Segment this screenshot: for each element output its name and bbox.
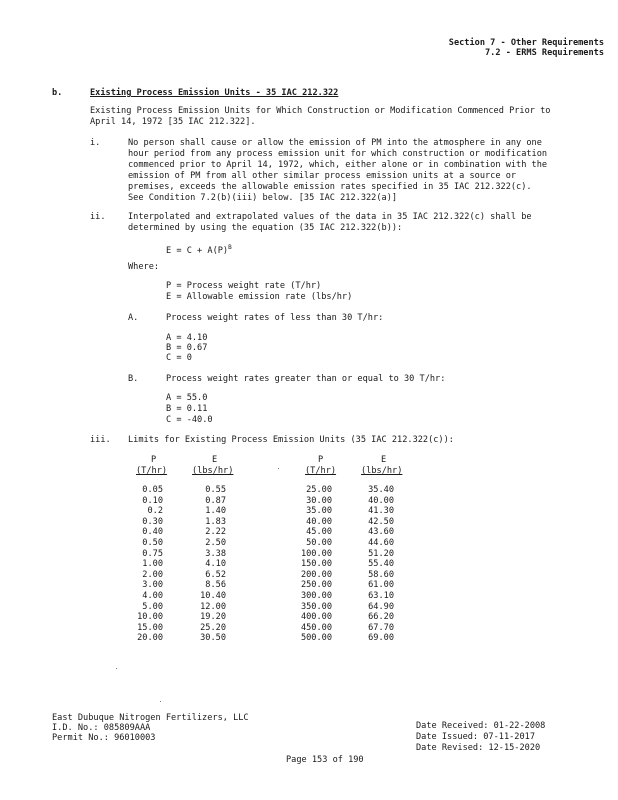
p-value: 500.00 — [300, 633, 332, 644]
case-a-label: A. — [128, 313, 139, 323]
col-unit-p-right: (T/hr) — [305, 466, 337, 476]
col-header-p-left: P — [151, 455, 157, 465]
e-value: 69.00 — [368, 633, 394, 644]
item-i-line: hour period from any process emission unit for which construction or modification — [128, 149, 548, 159]
item-b-intro-line1: Existing Process Emission Units for Which Construction or Modification Commenced Prior to — [90, 106, 551, 116]
p-value: 35.00 — [306, 506, 332, 517]
p-value: 0.75 — [142, 548, 163, 559]
e-value: 0.55 — [205, 485, 226, 495]
footer-company: East Dubuque Nitrogen Fertilizers, LLC — [52, 713, 249, 723]
e-value: 1.83 — [205, 516, 226, 527]
e-value: 64.90 — [368, 601, 394, 612]
e-value: 2.22 — [205, 527, 226, 538]
item-iii-text: Limits for Existing Process Emission Units (35 IAC 212.322(c)): — [128, 435, 454, 445]
footer-page-number: Page 153 of 190 — [286, 755, 364, 765]
col-header-e-left: E — [212, 455, 218, 465]
scan-speck — [160, 701, 161, 702]
p-value: 40.00 — [306, 516, 332, 527]
e-value: 55.40 — [368, 559, 394, 570]
e-value: 67.70 — [368, 622, 394, 633]
equation-body: E = C + A(P) — [166, 245, 229, 256]
p-value: 0.05 — [142, 485, 163, 495]
e-value: 42.50 — [368, 516, 394, 527]
e-value: 3.38 — [205, 548, 226, 559]
col-header-e-right: E — [381, 455, 387, 465]
equation-exponent: B — [228, 244, 232, 251]
e-value: 35.40 — [368, 485, 394, 495]
p-value: 300.00 — [300, 591, 332, 601]
col-unit-e-left: (lbs/hr) — [192, 466, 234, 476]
p-value: 350.00 — [300, 601, 332, 612]
where-label: Where: — [128, 262, 160, 272]
p-value: 400.00 — [300, 612, 332, 623]
e-value: 10.40 — [200, 591, 226, 601]
p-value: 15.00 — [137, 622, 163, 633]
item-ii-line1: Interpolated and extrapolated values of the data in 35 IAC 212.322(c) shall be — [128, 212, 532, 222]
p-value: 200.00 — [300, 569, 332, 580]
item-i-line: premises, exceeds the allowable emission rates specified in 35 IAC 212.322(c). — [128, 182, 532, 192]
case-b-label: B. — [128, 374, 139, 384]
footer-date-received: Date Received: 01-22-2008 — [416, 721, 546, 731]
item-i-line: See Condition 7.2(b)(iii) below. [35 IAC 212.322(a)] — [128, 193, 398, 203]
p-value: 10.00 — [137, 612, 163, 623]
e-value: 61.00 — [368, 580, 394, 591]
case-a-a: A = 4.10 — [166, 333, 208, 343]
e-value: 25.20 — [200, 622, 226, 633]
p-value: 3.00 — [142, 580, 163, 591]
p-value: 20.00 — [137, 633, 163, 644]
e-value: 19.20 — [200, 612, 226, 623]
footer-id-no: I.D. No.: 085809AAA — [52, 723, 151, 733]
item-i-line: No person shall cause or allow the emission of PM into the atmosphere in any one — [128, 138, 542, 148]
equation — [166, 242, 232, 257]
e-value: 43.60 — [368, 527, 394, 538]
footer-permit-no: Permit No.: 96010003 — [52, 733, 156, 743]
e-value: 12.00 — [200, 601, 226, 612]
p-value: 0.50 — [142, 538, 163, 548]
item-iii-label: iii. — [90, 435, 111, 445]
footer-date-revised: Date Revised: 12-15-2020 — [416, 743, 541, 753]
col-unit-p-left: (T/hr) — [136, 466, 168, 476]
case-b-c: C = -40.0 — [166, 415, 213, 425]
e-value: 40.00 — [368, 495, 394, 506]
item-i-line: commenced prior to April 14, 1972, which, either alone or in combination with the — [128, 160, 548, 170]
item-b-title: Existing Process Emission Units - 35 IAC 212.322 — [90, 88, 339, 98]
case-b-b: B = 0.11 — [166, 404, 208, 414]
e-value: 44.60 — [368, 538, 394, 548]
item-i-label: i. — [90, 138, 101, 148]
case-a-b: B = 0.67 — [166, 343, 208, 353]
e-value: 66.20 — [368, 612, 394, 623]
p-value: 50.00 — [306, 538, 332, 548]
case-b-a: A = 55.0 — [166, 393, 208, 403]
e-value: 2.50 — [205, 538, 226, 548]
item-b-intro-line2: April 14, 1972 [35 IAC 212.322]. — [90, 117, 256, 127]
item-i-line: emission of PM from all other similar process emission units at a source or — [128, 171, 517, 181]
e-value: 0.87 — [205, 495, 226, 506]
definition-p: P = Process weight rate (T/hr) — [166, 281, 322, 291]
p-value: 0.40 — [142, 527, 163, 538]
p-value: 0.2 — [147, 506, 163, 517]
p-value: 25.00 — [306, 485, 332, 495]
col-unit-e-right: (lbs/hr) — [361, 466, 403, 476]
item-ii-label: ii. — [90, 212, 106, 222]
col-header-p-right: P — [318, 455, 324, 465]
e-value: 6.52 — [205, 569, 226, 580]
section-header: Section 7 - Other Requirements — [448, 38, 604, 48]
p-value: 150.00 — [300, 559, 332, 570]
p-value: 4.00 — [142, 591, 163, 601]
e-value: 41.30 — [368, 506, 394, 517]
p-value: 1.00 — [142, 559, 163, 570]
p-value: 450.00 — [300, 622, 332, 633]
e-value: 8.56 — [205, 580, 226, 591]
p-value: 250.00 — [300, 580, 332, 591]
definition-e: E = Allowable emission rate (lbs/hr) — [166, 292, 353, 302]
item-ii-line2: determined by using the equation (35 IAC 212.322(b)): — [128, 223, 403, 233]
p-value: 30.00 — [306, 495, 332, 506]
e-value: 58.60 — [368, 569, 394, 580]
e-value: 4.10 — [205, 559, 226, 570]
case-a-text: Process weight rates of less than 30 T/hr: — [166, 313, 384, 323]
case-a-c: C = 0 — [166, 353, 192, 363]
subsection-header: 7.2 - ERMS Requirements — [485, 48, 604, 58]
e-value: 1.40 — [205, 506, 226, 517]
e-value: 30.50 — [200, 633, 226, 644]
p-value: 2.00 — [142, 569, 163, 580]
e-value: 51.20 — [368, 548, 394, 559]
e-value: 63.10 — [368, 591, 394, 601]
p-value: 0.30 — [142, 516, 163, 527]
p-value: 45.00 — [306, 527, 332, 538]
item-b-label: b. — [52, 88, 63, 98]
scan-speck — [116, 668, 117, 669]
footer-date-issued: Date Issued: 07-11-2017 — [416, 732, 535, 742]
case-b-text: Process weight rates greater than or equal to 30 T/hr: — [166, 374, 446, 384]
p-value: 100.00 — [300, 548, 332, 559]
p-value: 5.00 — [142, 601, 163, 612]
scan-speck — [278, 468, 279, 469]
p-value: 0.10 — [142, 495, 163, 506]
